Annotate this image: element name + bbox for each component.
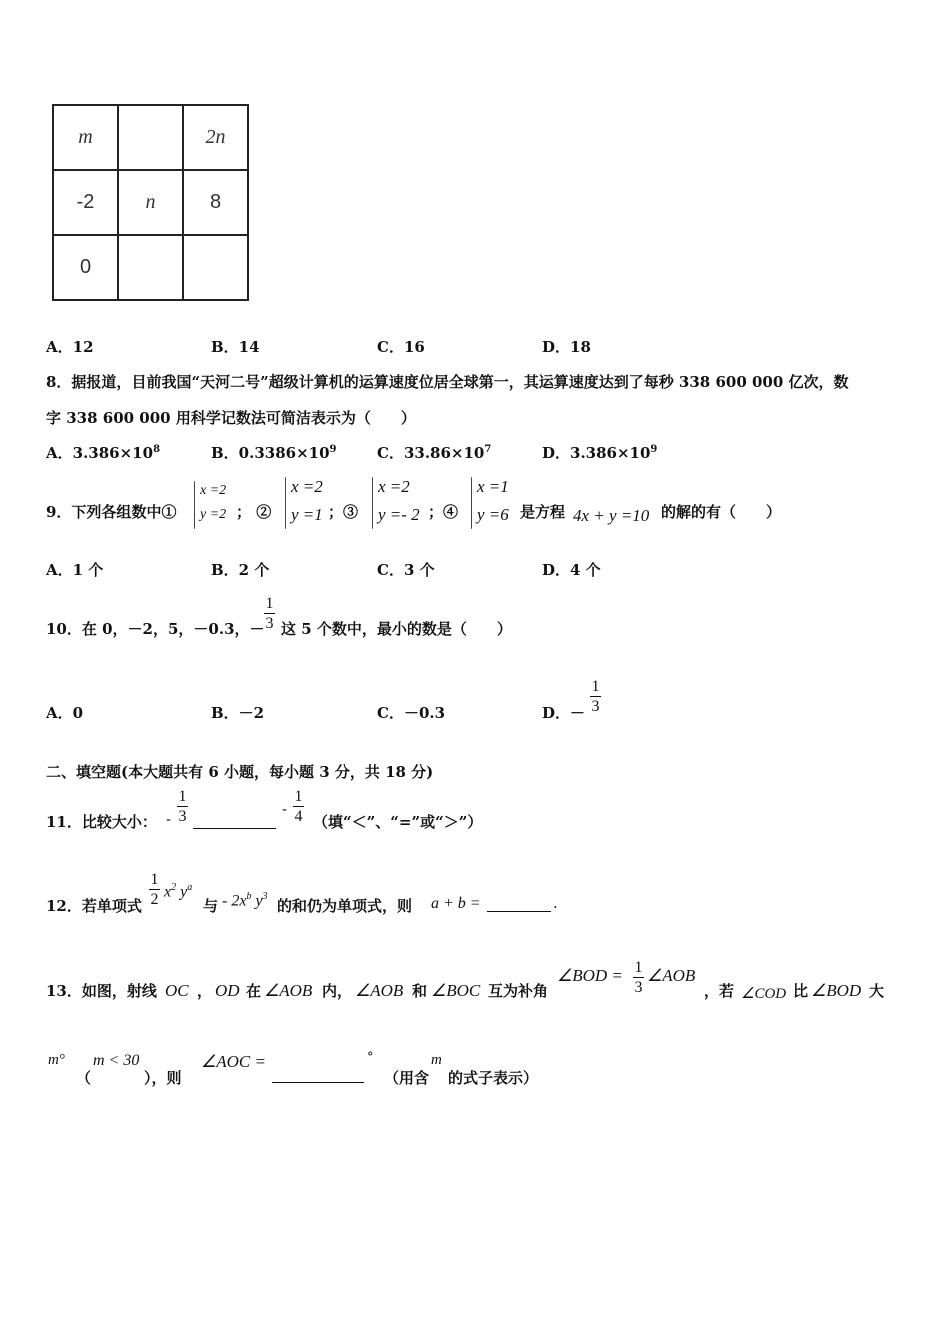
q13-if: ，若 (704, 982, 735, 1000)
system-brace (372, 477, 373, 529)
fraction-denominator: 3 (265, 615, 274, 632)
fraction-numerator: 1 (178, 788, 187, 805)
q8-option-a: A．$3.386\times 10^8$ (46, 444, 161, 462)
q9-mark2: ； ② (236, 503, 272, 521)
q9-option-a: A．1 个 (46, 561, 104, 579)
q7-option-a: A．12 (46, 338, 94, 356)
q13-condition: m < 30 (93, 1052, 140, 1069)
grid-cell (118, 105, 183, 170)
grid-cell: -2 (53, 170, 118, 235)
answer-blank[interactable] (272, 1082, 364, 1083)
q9-pair1-x: x =2 (200, 483, 227, 498)
fraction-denominator: 4 (294, 808, 303, 825)
grid-cell: 2n (183, 105, 248, 170)
q13-inside: 内， (322, 982, 353, 1000)
q8-option-d: D．$3.386\times 10^9$ (542, 444, 658, 462)
fraction-numerator: 1 (150, 871, 159, 888)
q13-comma: ， (197, 982, 213, 1000)
grid-cell (118, 235, 183, 300)
q13-paren-open: （ (76, 1069, 92, 1087)
fraction-bar (264, 613, 275, 614)
q12-prefix: 12．若单项式 (46, 897, 142, 915)
q9-pair1-y: y =2 (200, 507, 227, 522)
q11-minus2: - (282, 800, 288, 818)
q9-prefix: 9．下列各组数中① (46, 503, 177, 521)
q8-stem-line1: 8．据报道，目前我国“天河二号”超级计算机的运算速度位居全球第一，其运算速度达到了每秒 338 600 000 亿次，数 (46, 373, 849, 391)
q13-hint-m: m (431, 1052, 442, 1068)
q10-option-c: C．－0.3 (377, 704, 446, 722)
fraction-bar (177, 806, 188, 807)
q13-fraction (633, 959, 644, 996)
q7-option-c: C．16 (377, 338, 425, 356)
q13-ray-od: OD (215, 981, 240, 1000)
q13-angle-aob: ∠AOB (647, 966, 696, 985)
q12-period: . (553, 894, 558, 912)
q13-hint-end: 的式子表示） (448, 1069, 539, 1087)
q10-option-a: A．0 (46, 704, 84, 722)
fraction-numerator: 1 (634, 959, 643, 976)
grid-cell: m (53, 105, 118, 170)
grid-cell: 8 (183, 170, 248, 235)
q12-coefficient (149, 871, 160, 908)
q9-is-equation: 是方程 (520, 503, 566, 521)
q12-mid: 的和仍为单项式，则 (277, 897, 413, 915)
answer-blank[interactable] (193, 828, 276, 829)
fraction-numerator: 1 (265, 595, 274, 612)
q13-m-degrees: m° (48, 1052, 65, 1068)
q9-pair4-y: y =6 (477, 505, 509, 524)
q10-option-d-fraction (590, 678, 601, 715)
fraction-numerator: 1 (591, 678, 600, 695)
q9-equation: 4x + y =10 (573, 506, 650, 525)
system-brace (471, 477, 472, 529)
q12-term2: - $2x^b$ $y^3$ (222, 891, 268, 910)
q9-option-d: D．4 个 (542, 561, 601, 579)
q13-angle-aob: ∠AOB (264, 981, 313, 1000)
q11-prefix: 11．比较大小： (46, 813, 157, 831)
q9-mark4: ；④ (428, 503, 459, 521)
q13-and: 和 (412, 982, 428, 1000)
q8-stem-line2: 字 338 600 000 用科学记数法可简洁表示为（ ） (46, 409, 416, 427)
q9-option-b: B．2 个 (211, 561, 270, 579)
fraction-bar (633, 977, 644, 978)
q9-suffix: 的解的有（ ） (661, 503, 782, 521)
fraction-denominator: 3 (591, 698, 600, 715)
q11-minus1: - (166, 810, 172, 828)
q13-in: 在 (246, 982, 262, 1000)
q13-angle-bod-eq: ∠BOD = (557, 966, 623, 985)
q10-option-b: B．－2 (211, 704, 265, 722)
q9-pair3-x: x =2 (378, 477, 410, 496)
q10-option-d: D．－ (542, 704, 586, 722)
q11-suffix: （填“＜”、“=”或“＞”） (313, 813, 483, 831)
system-brace (285, 477, 286, 529)
fraction-denominator: 2 (150, 891, 159, 908)
q11-fraction2 (293, 788, 304, 825)
q9-pair2-y: y =1 (291, 505, 323, 524)
q12-expression: a + b = (431, 895, 481, 912)
q12-term1: $x^2$ $y^a$ (164, 882, 193, 901)
q13-ray-oc: OC (165, 981, 189, 1000)
fraction-bar (590, 696, 601, 697)
q9-pair4-x: x =1 (477, 477, 509, 496)
fraction-numerator: 1 (294, 788, 303, 805)
fraction-denominator: 3 (634, 979, 643, 996)
q13-prefix: 13．如图，射线 (46, 982, 157, 1000)
q13-paren-close: ），则 (144, 1069, 182, 1087)
q9-option-c: C．3 个 (377, 561, 435, 579)
q13-angle-cod: ∠COD (741, 986, 787, 1002)
q11-fraction1 (177, 788, 188, 825)
q13-greater: 大 (869, 982, 885, 1000)
q8-option-c: C．$33.86\times 10^7$ (377, 444, 492, 462)
grid-cell: 0 (53, 235, 118, 300)
q13-angle-boc: ∠BOC (431, 981, 481, 1000)
q10-suffix: 这 5 个数中，最小的数是（ ） (281, 620, 512, 638)
q13-degree-sign: ° (367, 1050, 374, 1065)
fraction-denominator: 3 (178, 808, 187, 825)
q8-option-b: B．$0.3386\times 10^9$ (211, 444, 337, 462)
q9-pair3-y: y =- 2 (378, 505, 420, 524)
section-heading: 二、填空题(本大题共有 6 小题，每小题 3 分，共 18 分) (46, 763, 434, 781)
system-brace (194, 481, 195, 529)
q10-fraction (264, 595, 275, 632)
q13-angle-bod: ∠BOD (811, 981, 862, 1000)
q7-option-d: D．18 (542, 338, 591, 356)
q9-mark3: ；③ (328, 503, 359, 521)
grid-cell (183, 235, 248, 300)
q9-pair2-x: x =2 (291, 477, 323, 496)
fraction-bar (293, 806, 304, 807)
number-grid (52, 104, 249, 301)
q13-angle-aoc: ∠AOC = (201, 1052, 266, 1071)
q12-with: 与 (203, 897, 219, 915)
grid-cell: n (118, 170, 183, 235)
q13-hint: （用含 (384, 1069, 430, 1087)
q10-prefix: 10．在 0，－2，5，－0.3，－ (46, 620, 265, 638)
q13-angle-aob: ∠AOB (355, 981, 404, 1000)
q13-than: 比 (793, 982, 809, 1000)
answer-blank[interactable] (487, 911, 551, 912)
fraction-bar (149, 889, 160, 890)
q7-option-b: B．14 (211, 338, 260, 356)
q13-supplementary: 互为补角 (488, 982, 549, 1000)
